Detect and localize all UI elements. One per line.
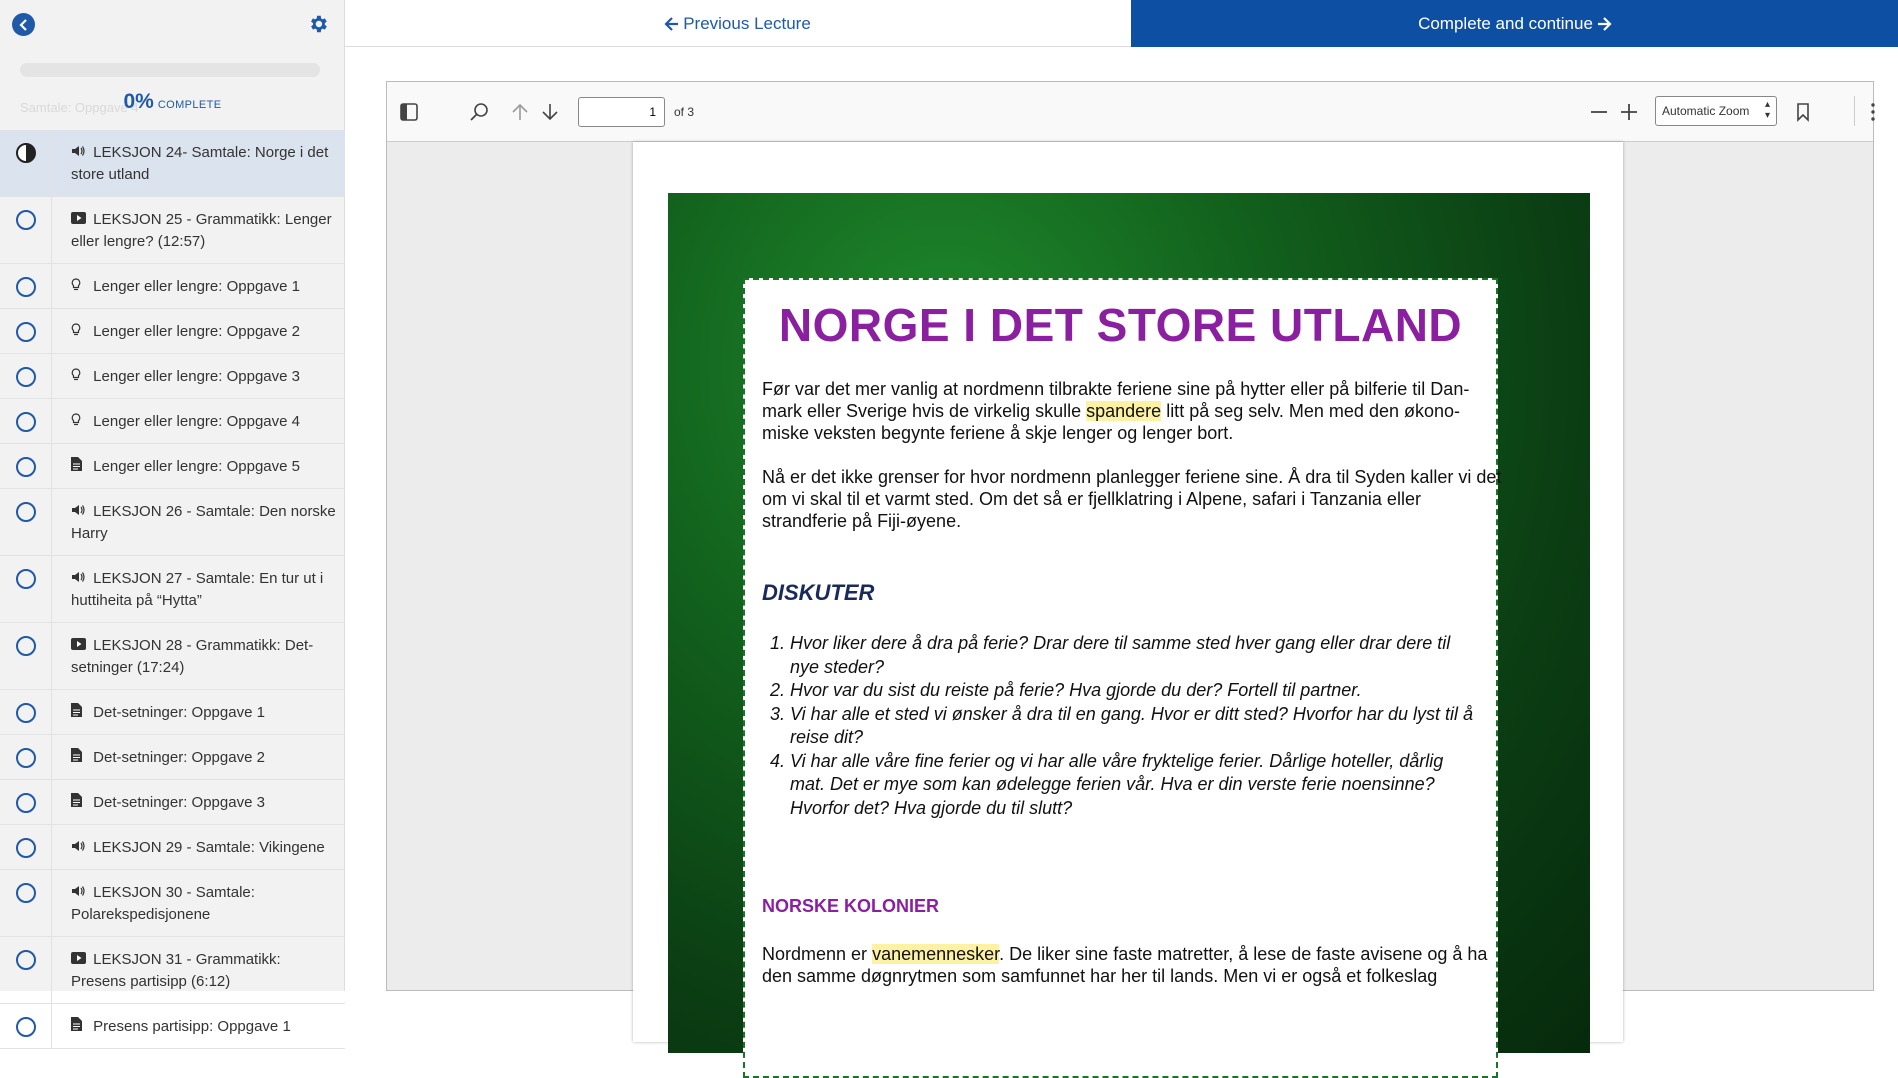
- lesson-type-icon: [71, 1016, 89, 1038]
- question-item: 1. Hvor liker dere å dra på ferie? Drar dere til samme sted hver gang eller drar dere til nye steder?: [790, 632, 1482, 679]
- lesson-label: LEKSJON 27 - Samtale: En tur ut i huttiheita på “Hytta”: [71, 570, 324, 609]
- lightbulb-icon: [71, 323, 81, 336]
- sidebar-toggle-button[interactable]: [397, 100, 421, 124]
- sidebar-header: [0, 0, 344, 130]
- lesson-title[interactable]: [52, 197, 345, 263]
- arrow-right-icon: [1597, 17, 1611, 31]
- complete-and-continue-label: Complete and continue: [1418, 13, 1593, 33]
- video-icon: [71, 638, 86, 650]
- next-page-button[interactable]: [538, 100, 562, 124]
- lesson-label: Det-setninger: Oppgave 1: [93, 704, 265, 721]
- document-icon: [71, 1017, 82, 1031]
- video-icon: [71, 952, 86, 964]
- lesson-item[interactable]: [0, 197, 345, 264]
- content-card: [743, 278, 1502, 1078]
- document-icon: [71, 748, 82, 762]
- complete-and-continue-button[interactable]: [1131, 0, 1898, 47]
- pdf-toolbar: [387, 82, 1873, 142]
- lesson-status: [0, 870, 52, 936]
- progress-number: 0%: [123, 90, 154, 113]
- previous-lecture-label: Previous Lecture: [683, 13, 811, 33]
- arrow-down-icon: [540, 102, 560, 122]
- lesson-status: [0, 735, 52, 779]
- speaker-icon: [71, 885, 85, 897]
- lecture-nav-bar: [345, 0, 1898, 47]
- lesson-title[interactable]: [52, 264, 345, 308]
- lesson-label: LEKSJON 24- Samtale: Norge i det store utland: [71, 144, 329, 183]
- lesson-status: [0, 444, 52, 488]
- lesson-status: [0, 130, 52, 196]
- settings-button[interactable]: [307, 13, 329, 35]
- zoom-out-button[interactable]: [1587, 100, 1611, 124]
- lesson-title[interactable]: [52, 1004, 345, 1048]
- highlight-spandere: spandere: [1086, 401, 1162, 421]
- discussion-questions: [762, 632, 1482, 820]
- arrow-left-icon: [665, 17, 679, 31]
- chevron-left-icon: [18, 19, 30, 31]
- lesson-item[interactable]: [0, 556, 345, 623]
- lesson-status: [0, 623, 52, 689]
- lesson-title[interactable]: [52, 489, 345, 555]
- lesson-label: LEKSJON 26 - Samtale: Den norske Harry: [71, 503, 336, 542]
- gear-icon: [307, 13, 329, 35]
- lesson-item[interactable]: [0, 623, 345, 690]
- lesson-title[interactable]: [52, 825, 345, 869]
- circle-icon: [16, 1017, 36, 1037]
- document-title: NORGE I DET STORE UTLAND: [778, 299, 1463, 351]
- lesson-type-icon: [71, 501, 89, 523]
- previous-page-button[interactable]: [508, 100, 532, 124]
- lesson-type-icon: [71, 366, 89, 388]
- lesson-item[interactable]: [0, 354, 345, 399]
- zoom-select-value: Automatic Zoom: [1662, 104, 1750, 118]
- lesson-title[interactable]: [52, 623, 345, 689]
- lesson-type-icon: [71, 411, 89, 433]
- paragraph-3-part-a: Nordmenn er: [762, 944, 873, 964]
- circle-icon: [16, 412, 36, 432]
- lesson-status: [0, 264, 52, 308]
- lesson-title[interactable]: [52, 735, 345, 779]
- document-icon: [71, 793, 82, 807]
- circle-icon: [16, 883, 36, 903]
- lesson-item[interactable]: [0, 489, 345, 556]
- paragraph-3-part-b: . De liker sine faste matretter, å lese de faste avisene og å ha den samme døgnrytmen som samfunnet har her til lands. Men vi er også et folkeslag: [762, 944, 1488, 986]
- lesson-label: Presens partisipp: Oppgave 1: [93, 1018, 291, 1035]
- bookmark-icon: [1793, 102, 1813, 122]
- lesson-status: [0, 197, 52, 263]
- lesson-label: Lenger eller lengre: Oppgave 4: [93, 413, 300, 430]
- find-button[interactable]: [467, 100, 491, 124]
- video-icon: [71, 212, 86, 224]
- discuss-heading: DISKUTER: [762, 580, 875, 605]
- progress-bar: [20, 63, 320, 77]
- lesson-type-icon: [71, 882, 89, 904]
- circle-icon: [16, 457, 36, 477]
- paragraph-1: [762, 378, 1502, 444]
- lesson-item[interactable]: [0, 937, 345, 1004]
- lesson-item[interactable]: [0, 780, 345, 825]
- lesson-status: [0, 1004, 52, 1048]
- lesson-type-icon: [71, 792, 89, 814]
- course-sidebar: [0, 0, 345, 1035]
- lesson-label: LEKSJON 25 - Grammatikk: Lenger eller lengre? (12:57): [71, 211, 332, 250]
- lesson-item[interactable]: [0, 825, 345, 870]
- speaker-icon: [71, 145, 85, 157]
- lesson-label: Lenger eller lengre: Oppgave 5: [93, 458, 300, 475]
- lesson-status: [0, 489, 52, 555]
- scrolled-lesson-ghost: Samtale: Oppgave 4: [20, 100, 139, 115]
- lesson-title[interactable]: [52, 870, 345, 936]
- lesson-type-icon: [71, 456, 89, 478]
- pdf-viewer: [386, 81, 1874, 991]
- lesson-item[interactable]: [0, 1004, 345, 1049]
- lesson-item[interactable]: [0, 309, 345, 354]
- lesson-type-icon: [71, 209, 89, 231]
- half-circle-icon: [16, 143, 36, 163]
- lesson-label: Lenger eller lengre: Oppgave 2: [93, 323, 300, 340]
- circle-icon: [16, 367, 36, 387]
- question-item: 4. Vi har alle våre fine ferier og vi har alle våre fryktelige ferier. Dårlige hoteller, dårlig mat. Det er mye som kan ødelegge ferien vår. Hva er din verste ferie noensinne? Hvorfor det? Hva gjorde du til slutt?: [790, 750, 1482, 821]
- lesson-item[interactable]: [0, 130, 345, 197]
- lightbulb-icon: [71, 413, 81, 426]
- pdf-page: [633, 142, 1623, 1042]
- lesson-label: LEKSJON 29 - Samtale: Vikingene: [93, 839, 325, 856]
- speaker-icon: [71, 571, 85, 583]
- zoom-in-button[interactable]: [1617, 100, 1641, 124]
- lesson-list: [0, 130, 345, 1049]
- lesson-type-icon: [71, 568, 89, 590]
- paragraph-1-part-a: Før var det mer vanlig at nordmenn tilbrakte feriene sine på hytter eller på bilferie til Dan-mark eller Sverige hvis de virkelig skulle: [762, 379, 1470, 421]
- minus-icon: [1589, 102, 1609, 122]
- lesson-item[interactable]: [0, 870, 345, 937]
- plus-icon: [1619, 102, 1639, 122]
- lesson-type-icon: [71, 702, 89, 724]
- lesson-item[interactable]: [0, 399, 345, 444]
- circle-icon: [16, 636, 36, 656]
- lesson-title[interactable]: [52, 309, 345, 353]
- circle-icon: [16, 502, 36, 522]
- circle-icon: [16, 950, 36, 970]
- question-item: 3. Vi har alle et sted vi ønsker å dra til en gang. Hvor er ditt sted? Hvorfor har du lyst til å reise dit?: [790, 703, 1482, 750]
- lesson-label: LEKSJON 31 - Grammatikk: Presens partisipp (6:12): [71, 951, 281, 990]
- sidebar-toggle-icon: [399, 102, 419, 122]
- lesson-status: [0, 937, 52, 1003]
- lightbulb-icon: [71, 278, 81, 291]
- lightbulb-icon: [71, 368, 81, 381]
- circle-icon: [16, 277, 36, 297]
- circle-icon: [16, 569, 36, 589]
- paragraph-2: Nå er det ikke grenser for hvor nordmenn planlegger feriene sine. Å dra til Syden kaller vi det om vi skal til et varmt sted. Om det så er fjellklatring i Alpene, safari i Tanzania eller strandferie på Fiji-øyene.: [762, 467, 1502, 531]
- lesson-item[interactable]: [0, 690, 345, 735]
- lesson-status: [0, 690, 52, 734]
- circle-icon: [16, 703, 36, 723]
- green-page-background: [668, 193, 1590, 1053]
- toolbar-divider: [1854, 96, 1855, 126]
- lesson-title[interactable]: [52, 444, 345, 488]
- lesson-label: Lenger eller lengre: Oppgave 3: [93, 368, 300, 385]
- colonies-heading: NORSKE KOLONIER: [762, 896, 940, 916]
- progress-percent: [0, 90, 345, 114]
- circle-icon: [16, 793, 36, 813]
- back-button[interactable]: [12, 13, 35, 36]
- page-number-input[interactable]: 1: [578, 97, 665, 127]
- previous-lecture-button[interactable]: [345, 0, 1131, 47]
- lesson-type-icon: [71, 949, 89, 971]
- lesson-title[interactable]: [52, 354, 345, 398]
- bookmark-button[interactable]: [1791, 100, 1815, 124]
- speaker-icon: [71, 840, 85, 852]
- lesson-status: [0, 556, 52, 622]
- lesson-title[interactable]: [52, 399, 345, 443]
- highlight-vanemennesker: vanemennesker: [872, 944, 1000, 964]
- circle-icon: [16, 210, 36, 230]
- circle-icon: [16, 838, 36, 858]
- arrow-up-icon: [510, 102, 530, 122]
- question-item: 2. Hvor var du sist du reiste på ferie? Hva gjorde du der? Fortell til partner.: [790, 679, 1482, 703]
- lesson-status: [0, 354, 52, 398]
- lesson-title[interactable]: [52, 130, 345, 196]
- paragraph-1-part-b: litt på seg selv. Men med den økono-miske veksten begynte feriene å skje lenger og lenger bort.: [762, 401, 1460, 443]
- lesson-status: [0, 780, 52, 824]
- lesson-type-icon: [71, 142, 89, 164]
- zoom-select[interactable]: [1655, 96, 1777, 126]
- lesson-title[interactable]: [52, 690, 345, 734]
- circle-icon: [16, 322, 36, 342]
- search-icon: [469, 102, 489, 122]
- lesson-type-icon: [71, 635, 89, 657]
- lesson-item[interactable]: [0, 264, 345, 309]
- kebab-menu-icon: [1863, 102, 1883, 122]
- lesson-title[interactable]: [52, 780, 345, 824]
- lesson-status: [0, 309, 52, 353]
- lesson-label: Lenger eller lengre: Oppgave 1: [93, 278, 300, 295]
- lesson-type-icon: [71, 837, 89, 859]
- lesson-title[interactable]: [52, 937, 345, 1003]
- lesson-status: [0, 399, 52, 443]
- lesson-type-icon: [71, 276, 89, 298]
- page-count-label: of 3: [674, 105, 695, 119]
- lesson-type-icon: [71, 747, 89, 769]
- document-icon: [71, 703, 82, 717]
- lesson-status: [0, 825, 52, 869]
- lesson-label: Det-setninger: Oppgave 3: [93, 794, 265, 811]
- progress-label: COMPLETE: [157, 99, 222, 111]
- updown-chevron-icon: ▴ ▾: [1764, 99, 1770, 121]
- paragraph-3: [762, 943, 1502, 987]
- lesson-label: LEKSJON 30 - Samtale: Polarekspedisjonene: [71, 884, 255, 923]
- lesson-label: LEKSJON 28 - Grammatikk: Det-setninger (17:24): [71, 637, 314, 676]
- document-icon: [71, 457, 82, 471]
- circle-icon: [16, 748, 36, 768]
- speaker-icon: [71, 504, 85, 516]
- lesson-label: Det-setninger: Oppgave 2: [93, 749, 265, 766]
- lesson-item[interactable]: [0, 444, 345, 489]
- more-options-button[interactable]: [1861, 100, 1885, 124]
- lesson-title[interactable]: [52, 556, 345, 622]
- lesson-type-icon: [71, 321, 89, 343]
- lesson-item[interactable]: [0, 735, 345, 780]
